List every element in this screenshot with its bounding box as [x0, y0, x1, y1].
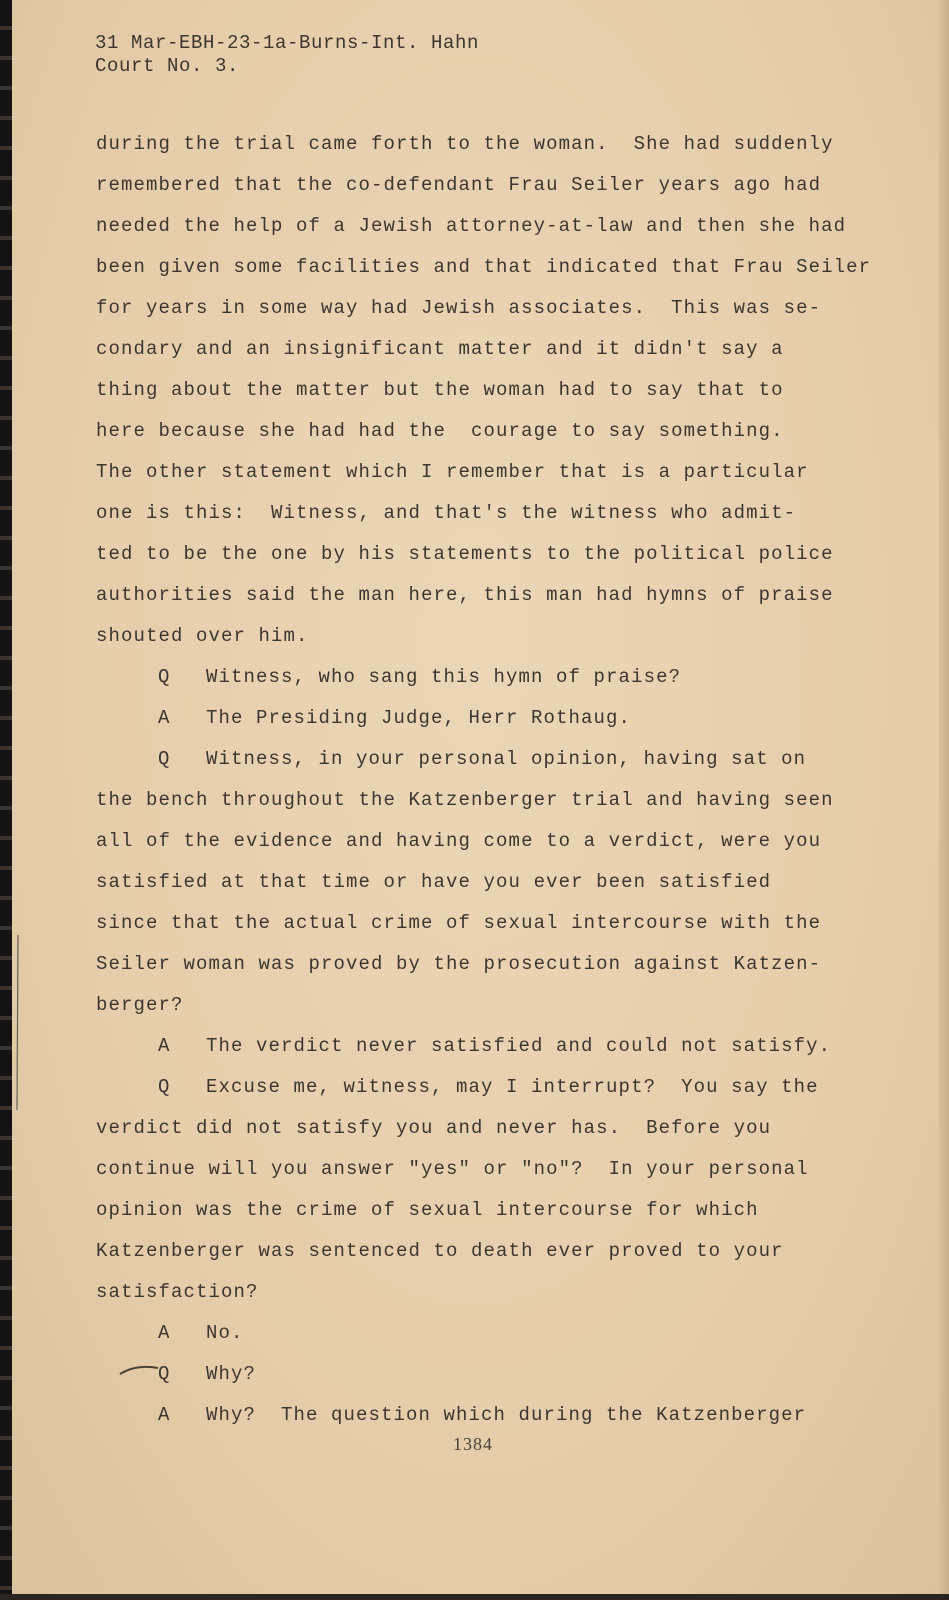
text-line: for years in some way had Jewish associates. This was se-: [96, 297, 822, 319]
question-marker: Q: [158, 1363, 171, 1385]
question-text: Witness, in your personal opinion, having sat on: [206, 748, 807, 770]
text-line: opinion was the crime of sexual intercourse for which: [96, 1199, 759, 1221]
text-line: since that the actual crime of sexual intercourse with the: [96, 912, 822, 934]
text-line: satisfied at that time or have you ever been satisfied: [96, 871, 772, 893]
answer-marker: A: [158, 1035, 171, 1057]
text-line: continue will you answer "yes" or "no"? In your personal: [96, 1158, 809, 1180]
text-line: verdict did not satisfy you and never has. Before you: [96, 1117, 772, 1139]
answer-marker: A: [158, 707, 171, 729]
text-line: here because she had had the courage to say something.: [96, 420, 784, 442]
text-line: ted to be the one by his statements to the political police: [96, 543, 834, 565]
margin-pencil-line-icon: [14, 935, 22, 1115]
question-text: Witness, who sang this hymn of praise?: [206, 666, 682, 688]
text-line: all of the evidence and having come to a verdict, were you: [96, 830, 822, 852]
header-reference: 31 Mar-EBH-23-1a-Burns-Int. Hahn: [95, 32, 480, 54]
page-edge: [939, 0, 949, 1600]
answer-text: No.: [206, 1322, 244, 1344]
answer-marker: A: [158, 1322, 171, 1344]
text-line: the bench throughout the Katzenberger trial and having seen: [96, 789, 834, 811]
page-bottom-edge: [0, 1594, 949, 1600]
question-marker: Q: [158, 1076, 171, 1098]
text-line: one is this: Witness, and that's the witness who admit-: [96, 502, 797, 524]
answer-text: The Presiding Judge, Herr Rothaug.: [206, 707, 632, 729]
text-line: been given some facilities and that indicated that Frau Seiler: [96, 256, 872, 278]
pencil-mark-icon: [118, 1362, 168, 1378]
text-line: berger?: [96, 994, 184, 1016]
text-line: satisfaction?: [96, 1281, 259, 1303]
text-line: needed the help of a Jewish attorney-at-law and then she had: [96, 215, 847, 237]
page-number: 1384: [453, 1434, 493, 1454]
answer-text: Why? The question which during the Katzenberger: [206, 1404, 807, 1426]
header-court: Court No. 3.: [95, 55, 240, 77]
question-marker: Q: [158, 666, 171, 688]
text-line: The other statement which I remember that is a particular: [96, 461, 809, 483]
binding-spine: [0, 0, 12, 1600]
text-line: thing about the matter but the woman had to say that to: [96, 379, 784, 401]
text-line: remembered that the co-defendant Frau Seiler years ago had: [96, 174, 822, 196]
question-marker: Q: [158, 748, 171, 770]
text-line: authorities said the man here, this man had hymns of praise: [96, 584, 834, 606]
text-line: shouted over him.: [96, 625, 309, 647]
question-text: Why?: [206, 1363, 257, 1385]
text-line: during the trial came forth to the woman. She had suddenly: [96, 133, 834, 155]
answer-marker: A: [158, 1404, 171, 1426]
text-line: Seiler woman was proved by the prosecution against Katzen-: [96, 953, 822, 975]
question-text: Excuse me, witness, may I interrupt? You say the: [206, 1076, 819, 1098]
text-line: condary and an insignificant matter and it didn't say a: [96, 338, 784, 360]
answer-text: The verdict never satisfied and could not satisfy.: [206, 1035, 832, 1057]
text-line: Katzenberger was sentenced to death ever proved to your: [96, 1240, 784, 1262]
document-header: [95, 32, 479, 78]
